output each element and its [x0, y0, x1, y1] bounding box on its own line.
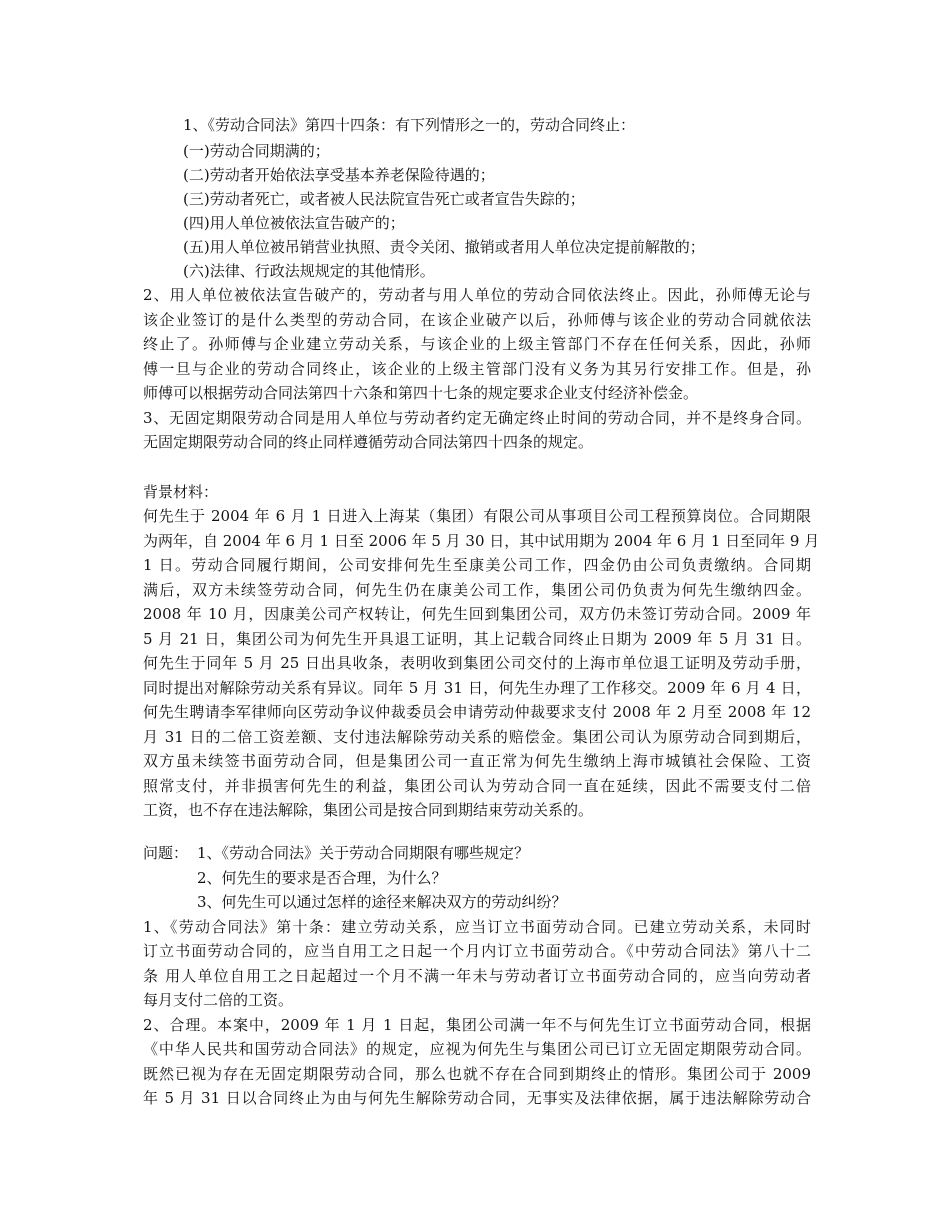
- background-line: 为两年，自 2004 年 6 月 1 日至 2006 年 5 月 30 日，其中试用期为 2004 年 6 月 1 日至同年 9 月: [143, 532, 820, 550]
- background-line: 何先生于 2004 年 6 月 1 日进入上海某（集团）有限公司从事项目公司工程预算岗位。合同期限: [143, 507, 811, 525]
- para2-line: 傅一旦与企业的劳动合同终止，该企业的上级主管部门没有义务为其另行安排工作。但是，孙: [143, 360, 811, 378]
- article-44-item-4: (四)用人单位被依法宣告破产的；: [183, 214, 405, 232]
- para2-line: 2、用人单位被依法宣告破产的，劳动者与用人单位的劳动合同依法终止。因此，孙师傅无论与: [143, 286, 811, 304]
- answer1-line: 1、《劳动合同法》第十条：建立劳动关系，应当订立书面劳动合同。已建立劳动关系，未同时: [143, 918, 811, 936]
- background-line: 满后，双方未续签劳动合同，何先生仍在康美公司工作，集团公司仍负责为何先生缴纳四金。: [143, 581, 811, 599]
- para2-line: 终止了。孙师傅与企业建立劳动关系，与该企业的上级主管部门不存在任何关系，因此，孙师: [143, 335, 811, 353]
- article-44-item-5: (五)用人单位被吊销营业执照、责令关闭、撤销或者用人单位决定提前解散的；: [183, 238, 705, 256]
- answer1-line: 每月支付二倍的工资。: [143, 991, 294, 1009]
- background-line: 工资，也不存在违法解除，集团公司是按合同到期结束劳动关系的。: [143, 801, 594, 819]
- background-line: 2008 年 10 月，因康美公司产权转让，何先生回到集团公司，双方仍未签订劳动合同。2009 年: [143, 605, 811, 623]
- background-line: 何先生于同年 5 月 25 日出具收条，表明收到集团公司交付的上海市单位退工证明及劳动手册，: [143, 654, 811, 672]
- background-line: 1 日。劳动合同履行期间，公司安排何先生至康美公司工作，四金仍由公司负责缴纳。合同期: [143, 556, 811, 574]
- article-44-item-1: (一)劳动合同期满的；: [183, 142, 330, 160]
- background-line: 月 31 日的二倍工资差额、支付违法解除劳动关系的赔偿金。集团公司认为原劳动合同到期后，: [143, 728, 811, 746]
- article-44-item-2: (二)劳动者开始依法享受基本养老保险待遇的；: [183, 166, 495, 184]
- para3-line: 无固定期限劳动合同的终止同样遵循劳动合同法第四十四条的规定。: [143, 433, 594, 451]
- article-44-item-3: (三)劳动者死亡，或者被人民法院宣告死亡或者宣告失踪的；: [183, 190, 585, 208]
- answer2-line: 年 5 月 31 日以合同终止为由与何先生解除劳动合同，无事实及法律依据，属于违法解除劳动合: [143, 1089, 811, 1107]
- answer2-line: 《中华人民共和国劳动合同法》的规定，应视为何先生与集团公司已订立无固定期限劳动合同。: [143, 1040, 811, 1058]
- answer1-line: 订立书面劳动合同的，应当自用工之日起一个月内订立书面劳动合。《中劳动合同法》第八十二: [143, 942, 811, 960]
- article-44-heading: 1、《劳动合同法》第四十四条：有下列情形之一的，劳动合同终止：: [183, 116, 636, 134]
- background-line: 同时提出对解除劳动关系有异议。同年 5 月 31 日，何先生办理了工作移交。2009 年 6 月 4 日，: [143, 679, 811, 697]
- background-title: 背景材料：: [143, 483, 219, 501]
- answer2-line: 2、合理。本案中，2009 年 1 月 1 日起，集团公司满一年不与何先生订立书面劳动合同，根据: [143, 1016, 811, 1034]
- para2-line: 该企业签订的是什么类型的劳动合同，在该企业破产以后，孙师傅与该企业的劳动合同就依法: [143, 311, 811, 329]
- article-44-item-6: (六)法律、行政法规规定的其他情形。: [183, 262, 435, 280]
- background-line: 照常支付，并非损害何先生的利益，集团公司认为劳动合同一直在延续，因此不需要支付二倍: [143, 777, 811, 795]
- background-line: 何先生聘请李军律师向区劳动争议仲裁委员会申请劳动仲裁要求支付 2008 年 2 月至 2008 年 12: [143, 703, 811, 721]
- question-item-3: 3、何先生可以通过怎样的途径来解决双方的劳动纠纷？: [197, 893, 567, 911]
- answer2-line: 既然已视为存在无固定期限劳动合同，那么也就不存在合同到期终止的情形。集团公司于 2009: [143, 1065, 811, 1083]
- background-line: 双方虽未续签书面劳动合同，但是集团公司一直正常为何先生缴纳上海市城镇社会保险、工资: [143, 752, 811, 770]
- para2-line: 师傅可以根据劳动合同法第四十六条和第四十七条的规定要求企业支付经济补偿金。: [143, 384, 699, 402]
- answer1-line: 条 用人单位自用工之日起超过一个月不满一年未与劳动者订立书面劳动合同的，应当向劳动者: [143, 967, 811, 985]
- question-item-2: 2、何先生的要求是否合理，为什么？: [197, 869, 447, 887]
- background-line: 5 月 21 日，集团公司为何先生开具退工证明，其上记载合同终止日期为 2009 年 5 月 31 日。: [143, 630, 811, 648]
- para3-line: 3、无固定期限劳动合同是用人单位与劳动者约定无确定终止时间的劳动合同，并不是终身合同。: [143, 409, 811, 427]
- questions-label: 问题：: [143, 844, 189, 862]
- question-item-1: 1、《劳动合同法》关于劳动合同期限有哪些规定？: [197, 844, 530, 862]
